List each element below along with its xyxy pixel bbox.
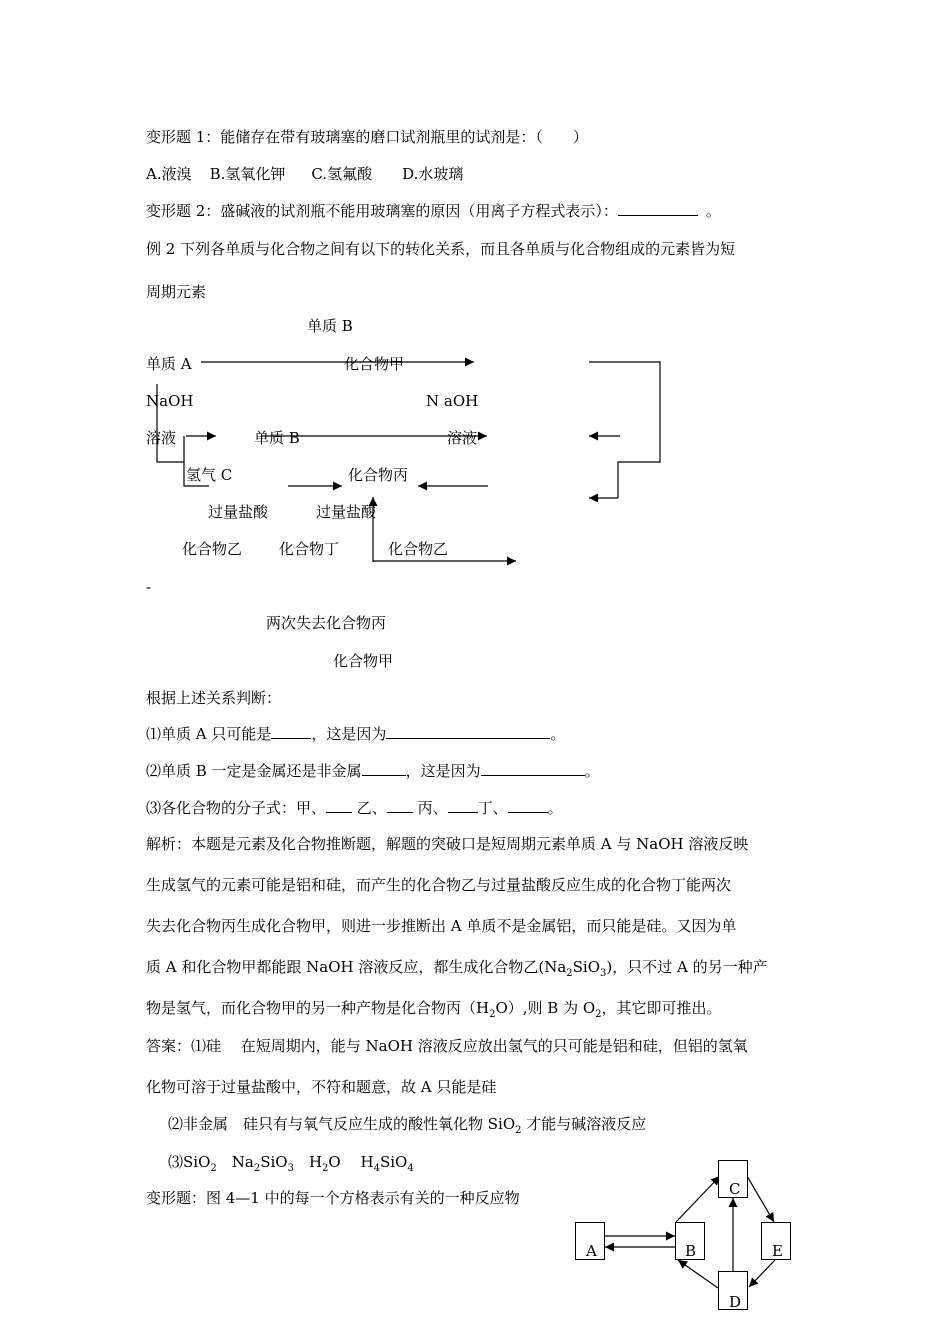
box-e (761, 1222, 791, 1260)
question-3: ⑶各化合物的分子式：甲、 乙、 丙、 丁、 。 (146, 799, 563, 817)
diagram-naoh-left: NaOH (146, 392, 194, 410)
diagram-lose-twice: 两次失去化合物丙 (266, 614, 387, 632)
diagram-solution-right: 溶液 (447, 429, 478, 447)
example2-line2: 周期元素 (146, 283, 207, 301)
answer-line-2: 化物可溶于过量盐酸中，不符和题意，故 A 只能是硅 (146, 1078, 497, 1096)
question-2: ⑵单质 B 一定是金属还是非金属 ，这是因为 。 (146, 762, 600, 780)
analysis-line-5: 物是氢气，而化合物甲的另一种产物是化合物丙$(H_2O)$,则 B 为 $O_2$，其它即可推出。 (146, 999, 722, 1020)
diagram-compound-jia-top: 化合物甲 (344, 355, 405, 373)
diagram-hcl-2: 过量盐酸 (316, 503, 377, 521)
answer-line-3: ⑵非金属 硅只有与氧气反应生成的酸性氧化物 SiO$_2$ 才能与碱溶液反应 (168, 1115, 647, 1136)
diagram-dash: - (146, 578, 152, 596)
arrow-c-to-e (747, 1176, 774, 1222)
variant2-end: 。 (705, 202, 721, 220)
option-a: A.液溴 (146, 165, 192, 183)
analysis-line-4: 质 A 和化合物甲都能跟 NaOH 溶液反应，都生成化合物乙$(Na_2SiO_3)$，只不过 A 的另一种产 (146, 958, 768, 979)
option-b: B.氢氧化钾 (209, 165, 286, 183)
diagram-compound-ding: 化合物丁 (279, 540, 340, 558)
variant1-question: 变形题 1：能储存在带有玻璃塞的磨口试剂瓶里的试剂是：（ ） (146, 128, 588, 146)
arrow-e-to-d (749, 1260, 775, 1287)
diagram-hcl-1: 过量盐酸 (208, 503, 269, 521)
diagram-elem-b-mid: 单质 B (254, 429, 300, 447)
option-c: C.氢氟酸 (311, 165, 373, 183)
box-c (718, 1160, 748, 1198)
diagram-compound-yi-2: 化合物乙 (388, 540, 449, 558)
diagram-hydrogen-c: 氢气 C (186, 466, 233, 484)
box-c-label: C (729, 1180, 741, 1198)
diagram-solution-left: 溶液 (146, 429, 177, 447)
diagram-elem-a: 单质 A (146, 355, 192, 373)
answer-line-1: 答案：⑴硅 在短周期内，能与 NaOH 溶液反应放出氢气的只可能是铝和硅，但铝的氢氧 (146, 1037, 748, 1055)
arrow-d-to-b (678, 1260, 718, 1288)
variant3-text: 变形题：图 4—1 中的每一个方格表示有关的一种反应物 (146, 1189, 520, 1207)
box-d (718, 1271, 748, 1310)
answer-line-4: ⑶SiO$_2$ $Na_2SiO_3$ $H_2O$ $H_4SiO_4$ (168, 1153, 414, 1174)
example2-line1: 例 2 下列各单质与化合物之间有以下的转化关系，而且各单质与化合物组成的元素皆为短 (146, 240, 736, 258)
diagram-compound-bing: 化合物丙 (348, 466, 409, 484)
box-a (575, 1222, 605, 1260)
diagram-compound-jia-bottom: 化合物甲 (333, 652, 394, 670)
box-d-label: D (729, 1293, 742, 1311)
diagram-naoh-right: N aOH (426, 392, 479, 410)
question-1: ⑴单质 A 只可能是 ，这是因为 。 (146, 725, 566, 743)
analysis-line-1: 解析：本题是元素及化合物推断题，解题的突破口是短周期元素单质 A 与 NaOH 溶液反映 (146, 835, 749, 853)
diagram-compound-yi-1: 化合物乙 (182, 540, 243, 558)
diagram-elem-b-top: 单质 B (307, 317, 353, 335)
box-b-label: B (685, 1242, 697, 1260)
box-a-label: A (586, 1242, 597, 1260)
option-d: D.水玻璃 (402, 165, 464, 183)
variant2-text: 变形题 2：盛碱液的试剂瓶不能用玻璃塞的原因（用离子方程式表示）： (146, 202, 618, 220)
analysis-line-3: 失去化合物丙生成化合物甲，则进一步推断出 A 单质不是金属铝，而只能是硅。又因为单 (146, 917, 737, 935)
box-e-label: E (772, 1242, 783, 1260)
judge-intro: 根据上述关系判断： (146, 689, 282, 707)
arrow-b-to-c (676, 1176, 720, 1222)
box-b (675, 1222, 705, 1260)
analysis-line-2: 生成氢气的元素可能是铝和硅，而产生的化合物乙与过量盐酸反应生成的化合物丁能两次 (146, 876, 732, 894)
